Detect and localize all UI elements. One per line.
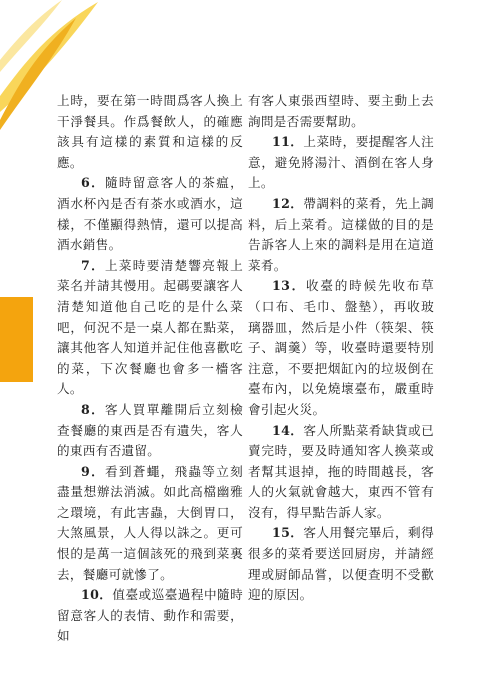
item-number: 6． (81, 175, 105, 191)
paragraph (248, 194, 434, 276)
right-text-column (248, 91, 434, 606)
left-text-column (57, 91, 243, 647)
paragraph-text: 上時，要在第一時間爲客人換上干淨餐具。作爲餐飲人，的確應該具有這樣的素質和這樣的反應。 (57, 93, 243, 170)
paragraph (248, 421, 434, 524)
paragraph (57, 585, 243, 647)
item-number: 9． (81, 463, 105, 479)
paragraph (248, 91, 434, 132)
paragraph-text: 隨時留意客人的茶瘟，酒水杯內是否有茶水或酒水，這樣，不僅顯得熱情，還可以提高酒水銷售。 (57, 175, 243, 253)
paragraph-text: 上菜時要清楚響亮報上菜名并請其慢用。起碼要讓客人清楚知道他自己吃的是什么菜吧，何況不是一桌人都在點菜，讓其他客人知道并記住他喜歡吃的菜，下次餐廳也會多一檣客人。 (57, 257, 243, 397)
item-number: 13． (272, 278, 307, 294)
paragraph-text: 收臺的時候先收布草（口布、毛巾、盤墊），再收玻璃器皿，然后是小件（筷架、筷子、調羹）等，收臺時還要特別注意，不要把烟缸內的垃圾倒在臺布內，以免燒壞臺布，嚴重時會引起火災。 (248, 278, 434, 417)
paragraph-text: 看到蒼蠅，飛蟲等立刻盡量想辦法消滅。如此高檔幽雅之環境，有此害蟲，大倒胃口，大煞風景，人人得以誅之。更可恨的是萬一這個該死的飛到菜裏去，餐廳可就慘了。 (57, 463, 243, 582)
paragraph (248, 276, 434, 420)
paragraph-text: 客人所點菜肴缺貨或已賣完時，要及時通知客人換菜或者幫其退掉，拖的時間越長，客人的火氣就會越大，東西不管有沒有，得早點告訴人家。 (248, 422, 434, 520)
item-number: 15． (272, 525, 304, 541)
paragraph-text: 上菜時，要提醒客人注意，避免將湯汁、酒倒在客人身上。 (248, 134, 434, 191)
paragraph-text: 值臺或巡臺過程中隨時留意客人的表情、動作和需要，如 (57, 587, 243, 644)
paragraph (57, 462, 243, 586)
paragraph (248, 132, 434, 194)
paragraph-text: 有客人東張西望時、要主動上去詢問是否需要幫助。 (248, 93, 434, 129)
accent-side-bar (0, 297, 33, 382)
paragraph-text: 客人買單離開后立刻檢查餐廳的東西是否有遺失，客人的東西有否遺留。 (57, 401, 243, 459)
paragraph (57, 256, 243, 400)
item-number: 12． (272, 195, 304, 211)
paragraph (248, 523, 434, 605)
paragraph (57, 91, 243, 173)
item-number: 14． (272, 422, 304, 438)
item-number: 7． (81, 257, 105, 273)
paragraph (57, 400, 243, 462)
item-number: 10． (81, 587, 113, 603)
item-number: 8． (81, 401, 105, 417)
paragraph-text: 帶調料的菜肴，先上調料，后上菜肴。這樣做的目的是告訴客人上來的調料是用在這道菜肴。 (248, 195, 434, 273)
paragraph-text: 客人用餐完畢后，剩得很多的菜肴要送回厨房，并請經理或厨師品嘗，以便查明不受歡迎的原因。 (248, 525, 434, 603)
paragraph (57, 173, 243, 255)
item-number: 11． (272, 134, 304, 150)
